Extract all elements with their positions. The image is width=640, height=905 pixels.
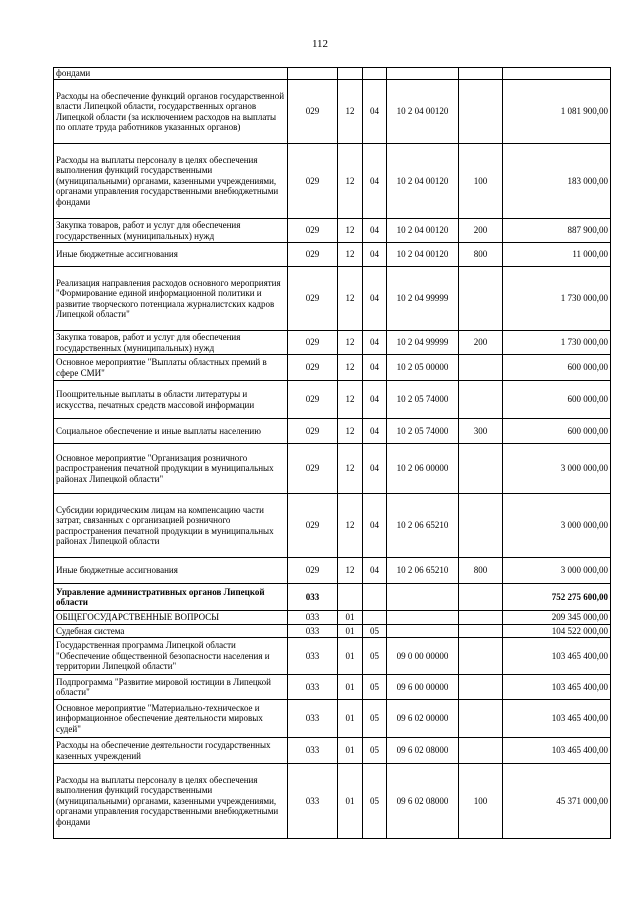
item-name-cell: Иные бюджетные ассигнования bbox=[54, 243, 288, 267]
target-article-cell: 10 2 06 65210 bbox=[387, 494, 459, 558]
expense-type-cell: 200 bbox=[459, 331, 503, 355]
expense-type-cell: 200 bbox=[459, 219, 503, 243]
amount-cell: 600 000,00 bbox=[503, 355, 611, 381]
ministry-code-cell: 033 bbox=[288, 675, 338, 700]
table-row bbox=[54, 243, 611, 267]
ministry-code-cell: 029 bbox=[288, 444, 338, 494]
item-name-cell: Расходы на выплаты персоналу в целях обеспечения выполнения функций государственными (муниципальными) органами, казенными учреждениями, органами управления государственными внебюджетными фондами bbox=[54, 144, 288, 219]
item-name-cell: фондами bbox=[54, 68, 288, 80]
target-article-cell: 10 2 04 00120 bbox=[387, 243, 459, 267]
table-row bbox=[54, 219, 611, 243]
amount-cell: 183 000,00 bbox=[503, 144, 611, 219]
expense-type-cell bbox=[459, 381, 503, 419]
section-code-cell: 01 bbox=[338, 700, 363, 738]
ministry-code-cell: 029 bbox=[288, 381, 338, 419]
subsection-code-cell: 04 bbox=[363, 494, 387, 558]
target-article-cell: 09 6 02 08000 bbox=[387, 738, 459, 764]
item-name-cell: Основное мероприятие "Выплаты областных премий в сфере СМИ" bbox=[54, 355, 288, 381]
table-row bbox=[54, 419, 611, 444]
section-code-cell: 01 bbox=[338, 764, 363, 839]
expense-type-cell bbox=[459, 444, 503, 494]
subsection-code-cell: 05 bbox=[363, 625, 387, 638]
amount-cell: 45 371 000,00 bbox=[503, 764, 611, 839]
ministry-code-cell: 033 bbox=[288, 764, 338, 839]
target-article-cell: 10 2 06 00000 bbox=[387, 444, 459, 494]
section-code-cell: 01 bbox=[338, 625, 363, 638]
item-name-cell: Поощрительные выплаты в области литературы и искусства, печатных средств массовой информации bbox=[54, 381, 288, 419]
amount-cell: 104 522 000,00 bbox=[503, 625, 611, 638]
ministry-code-cell: 033 bbox=[288, 638, 338, 675]
amount-cell: 600 000,00 bbox=[503, 381, 611, 419]
ministry-code-cell: 033 bbox=[288, 625, 338, 638]
item-name-cell: Расходы на выплаты персоналу в целях обеспечения выполнения функций государственными (муниципальными) органами, казенными учреждениями, органами управления государственными внебюджетными фондами bbox=[54, 764, 288, 839]
ministry-code-cell: 029 bbox=[288, 331, 338, 355]
ministry-code-cell: 029 bbox=[288, 558, 338, 584]
target-article-cell: 10 2 05 74000 bbox=[387, 419, 459, 444]
item-name-cell: Социальное обеспечение и иные выплаты населению bbox=[54, 419, 288, 444]
target-article-cell: 10 2 04 99999 bbox=[387, 331, 459, 355]
subsection-code-cell: 05 bbox=[363, 764, 387, 839]
table-row bbox=[54, 331, 611, 355]
expense-type-cell: 100 bbox=[459, 144, 503, 219]
table-row bbox=[54, 584, 611, 611]
ministry-code-cell: 029 bbox=[288, 267, 338, 331]
table-row bbox=[54, 638, 611, 675]
section-code-cell: 12 bbox=[338, 381, 363, 419]
table-row bbox=[54, 80, 611, 144]
target-article-cell: 09 0 00 00000 bbox=[387, 638, 459, 675]
section-code-cell: 12 bbox=[338, 558, 363, 584]
ministry-code-cell: 029 bbox=[288, 494, 338, 558]
amount-cell: 103 465 400,00 bbox=[503, 675, 611, 700]
subsection-code-cell bbox=[363, 611, 387, 625]
item-name-cell: Подпрограмма "Развитие мировой юстиции в Липецкой области" bbox=[54, 675, 288, 700]
amount-cell: 1 730 000,00 bbox=[503, 331, 611, 355]
section-code-cell: 01 bbox=[338, 611, 363, 625]
amount-cell: 103 465 400,00 bbox=[503, 738, 611, 764]
amount-cell bbox=[503, 68, 611, 80]
amount-cell: 887 900,00 bbox=[503, 219, 611, 243]
table-row bbox=[54, 267, 611, 331]
target-article-cell: 10 2 04 00120 bbox=[387, 80, 459, 144]
section-code-cell: 12 bbox=[338, 80, 363, 144]
table-row bbox=[54, 381, 611, 419]
expense-type-cell bbox=[459, 494, 503, 558]
section-code-cell: 12 bbox=[338, 444, 363, 494]
expense-type-cell bbox=[459, 584, 503, 611]
item-name-cell: Управление административных органов Липецкой области bbox=[54, 584, 288, 611]
section-code-cell: 12 bbox=[338, 144, 363, 219]
expense-type-cell bbox=[459, 68, 503, 80]
expense-type-cell bbox=[459, 611, 503, 625]
expense-type-cell bbox=[459, 267, 503, 331]
amount-cell: 3 000 000,00 bbox=[503, 444, 611, 494]
item-name-cell: Основное мероприятие "Материально-техническое и информационное обеспечение деятельности мировых судей" bbox=[54, 700, 288, 738]
ministry-code-cell bbox=[288, 68, 338, 80]
section-code-cell bbox=[338, 68, 363, 80]
expense-type-cell bbox=[459, 738, 503, 764]
table-row bbox=[54, 68, 611, 80]
subsection-code-cell: 05 bbox=[363, 675, 387, 700]
target-article-cell: 10 2 05 00000 bbox=[387, 355, 459, 381]
subsection-code-cell: 04 bbox=[363, 144, 387, 219]
amount-cell: 3 000 000,00 bbox=[503, 494, 611, 558]
ministry-code-cell: 033 bbox=[288, 700, 338, 738]
expense-type-cell: 800 bbox=[459, 558, 503, 584]
target-article-cell bbox=[387, 611, 459, 625]
subsection-code-cell: 04 bbox=[363, 267, 387, 331]
subsection-code-cell: 04 bbox=[363, 331, 387, 355]
amount-cell: 103 465 400,00 bbox=[503, 700, 611, 738]
subsection-code-cell: 05 bbox=[363, 700, 387, 738]
item-name-cell: Расходы на обеспечение деятельности государственных казенных учреждений bbox=[54, 738, 288, 764]
item-name-cell: Иные бюджетные ассигнования bbox=[54, 558, 288, 584]
item-name-cell: ОБЩЕГОСУДАРСТВЕННЫЕ ВОПРОСЫ bbox=[54, 611, 288, 625]
subsection-code-cell: 04 bbox=[363, 80, 387, 144]
item-name-cell: Закупка товаров, работ и услуг для обеспечения государственных (муниципальных) нужд bbox=[54, 331, 288, 355]
amount-cell: 1 730 000,00 bbox=[503, 267, 611, 331]
amount-cell: 103 465 400,00 bbox=[503, 638, 611, 675]
subsection-code-cell: 04 bbox=[363, 243, 387, 267]
section-code-cell: 01 bbox=[338, 675, 363, 700]
section-code-cell bbox=[338, 584, 363, 611]
section-code-cell: 12 bbox=[338, 355, 363, 381]
expense-type-cell bbox=[459, 675, 503, 700]
item-name-cell: Субсидии юридическим лицам на компенсацию части затрат, связанных с организацией розничного распространения печатной продукции в муниципальных районах Липецкой области bbox=[54, 494, 288, 558]
table-row bbox=[54, 494, 611, 558]
target-article-cell: 10 2 04 00120 bbox=[387, 219, 459, 243]
amount-cell: 209 345 000,00 bbox=[503, 611, 611, 625]
subsection-code-cell bbox=[363, 584, 387, 611]
subsection-code-cell: 04 bbox=[363, 381, 387, 419]
amount-cell: 752 275 600,00 bbox=[503, 584, 611, 611]
ministry-code-cell: 033 bbox=[288, 738, 338, 764]
table-row bbox=[54, 444, 611, 494]
budget-table bbox=[53, 67, 611, 839]
expense-type-cell bbox=[459, 638, 503, 675]
subsection-code-cell bbox=[363, 68, 387, 80]
page-number: 112 bbox=[311, 38, 329, 50]
table-row bbox=[54, 355, 611, 381]
expense-type-cell bbox=[459, 80, 503, 144]
target-article-cell: 10 2 04 00120 bbox=[387, 144, 459, 219]
ministry-code-cell: 029 bbox=[288, 355, 338, 381]
table-row bbox=[54, 700, 611, 738]
target-article-cell bbox=[387, 584, 459, 611]
budget-table-body bbox=[54, 68, 611, 839]
subsection-code-cell: 04 bbox=[363, 558, 387, 584]
amount-cell: 600 000,00 bbox=[503, 419, 611, 444]
subsection-code-cell: 05 bbox=[363, 738, 387, 764]
table-row bbox=[54, 675, 611, 700]
ministry-code-cell: 029 bbox=[288, 144, 338, 219]
target-article-cell: 09 6 00 00000 bbox=[387, 675, 459, 700]
section-code-cell: 12 bbox=[338, 419, 363, 444]
ministry-code-cell: 029 bbox=[288, 80, 338, 144]
target-article-cell: 09 6 02 08000 bbox=[387, 764, 459, 839]
subsection-code-cell: 04 bbox=[363, 444, 387, 494]
target-article-cell: 10 2 05 74000 bbox=[387, 381, 459, 419]
table-row bbox=[54, 611, 611, 625]
table-row bbox=[54, 558, 611, 584]
subsection-code-cell: 04 bbox=[363, 355, 387, 381]
expense-type-cell: 800 bbox=[459, 243, 503, 267]
target-article-cell: 09 6 02 00000 bbox=[387, 700, 459, 738]
subsection-code-cell: 04 bbox=[363, 219, 387, 243]
subsection-code-cell: 05 bbox=[363, 638, 387, 675]
target-article-cell bbox=[387, 68, 459, 80]
table-row bbox=[54, 738, 611, 764]
table-row bbox=[54, 144, 611, 219]
section-code-cell: 12 bbox=[338, 219, 363, 243]
section-code-cell: 12 bbox=[338, 494, 363, 558]
target-article-cell bbox=[387, 625, 459, 638]
ministry-code-cell: 033 bbox=[288, 584, 338, 611]
section-code-cell: 12 bbox=[338, 243, 363, 267]
subsection-code-cell: 04 bbox=[363, 419, 387, 444]
amount-cell: 11 000,00 bbox=[503, 243, 611, 267]
amount-cell: 3 000 000,00 bbox=[503, 558, 611, 584]
ministry-code-cell: 033 bbox=[288, 611, 338, 625]
item-name-cell: Закупка товаров, работ и услуг для обеспечения государственных (муниципальных) нужд bbox=[54, 219, 288, 243]
target-article-cell: 10 2 04 99999 bbox=[387, 267, 459, 331]
amount-cell: 1 081 900,00 bbox=[503, 80, 611, 144]
expense-type-cell: 100 bbox=[459, 764, 503, 839]
expense-type-cell bbox=[459, 625, 503, 638]
section-code-cell: 01 bbox=[338, 738, 363, 764]
expense-type-cell bbox=[459, 355, 503, 381]
item-name-cell: Судебная система bbox=[54, 625, 288, 638]
table-row bbox=[54, 625, 611, 638]
ministry-code-cell: 029 bbox=[288, 243, 338, 267]
item-name-cell: Расходы на обеспечение функций органов государственной власти Липецкой области, государственных органов Липецкой области (за исключением расходов на выплаты по оплате труда работников указанных органов) bbox=[54, 80, 288, 144]
item-name-cell: Реализация направления расходов основного мероприятия "Формирование единой информационной политики и развитие творческого потенциала журналистских кадров Липецкой области" bbox=[54, 267, 288, 331]
expense-type-cell: 300 bbox=[459, 419, 503, 444]
item-name-cell: Государственная программа Липецкой области "Обеспечение общественной безопасности населения и территории Липецкой области" bbox=[54, 638, 288, 675]
ministry-code-cell: 029 bbox=[288, 219, 338, 243]
section-code-cell: 12 bbox=[338, 331, 363, 355]
section-code-cell: 12 bbox=[338, 267, 363, 331]
table-row bbox=[54, 764, 611, 839]
expense-type-cell bbox=[459, 700, 503, 738]
ministry-code-cell: 029 bbox=[288, 419, 338, 444]
section-code-cell: 01 bbox=[338, 638, 363, 675]
item-name-cell: Основное мероприятие "Организация розничного распространения печатной продукции в муниципальных районах Липецкой области" bbox=[54, 444, 288, 494]
target-article-cell: 10 2 06 65210 bbox=[387, 558, 459, 584]
